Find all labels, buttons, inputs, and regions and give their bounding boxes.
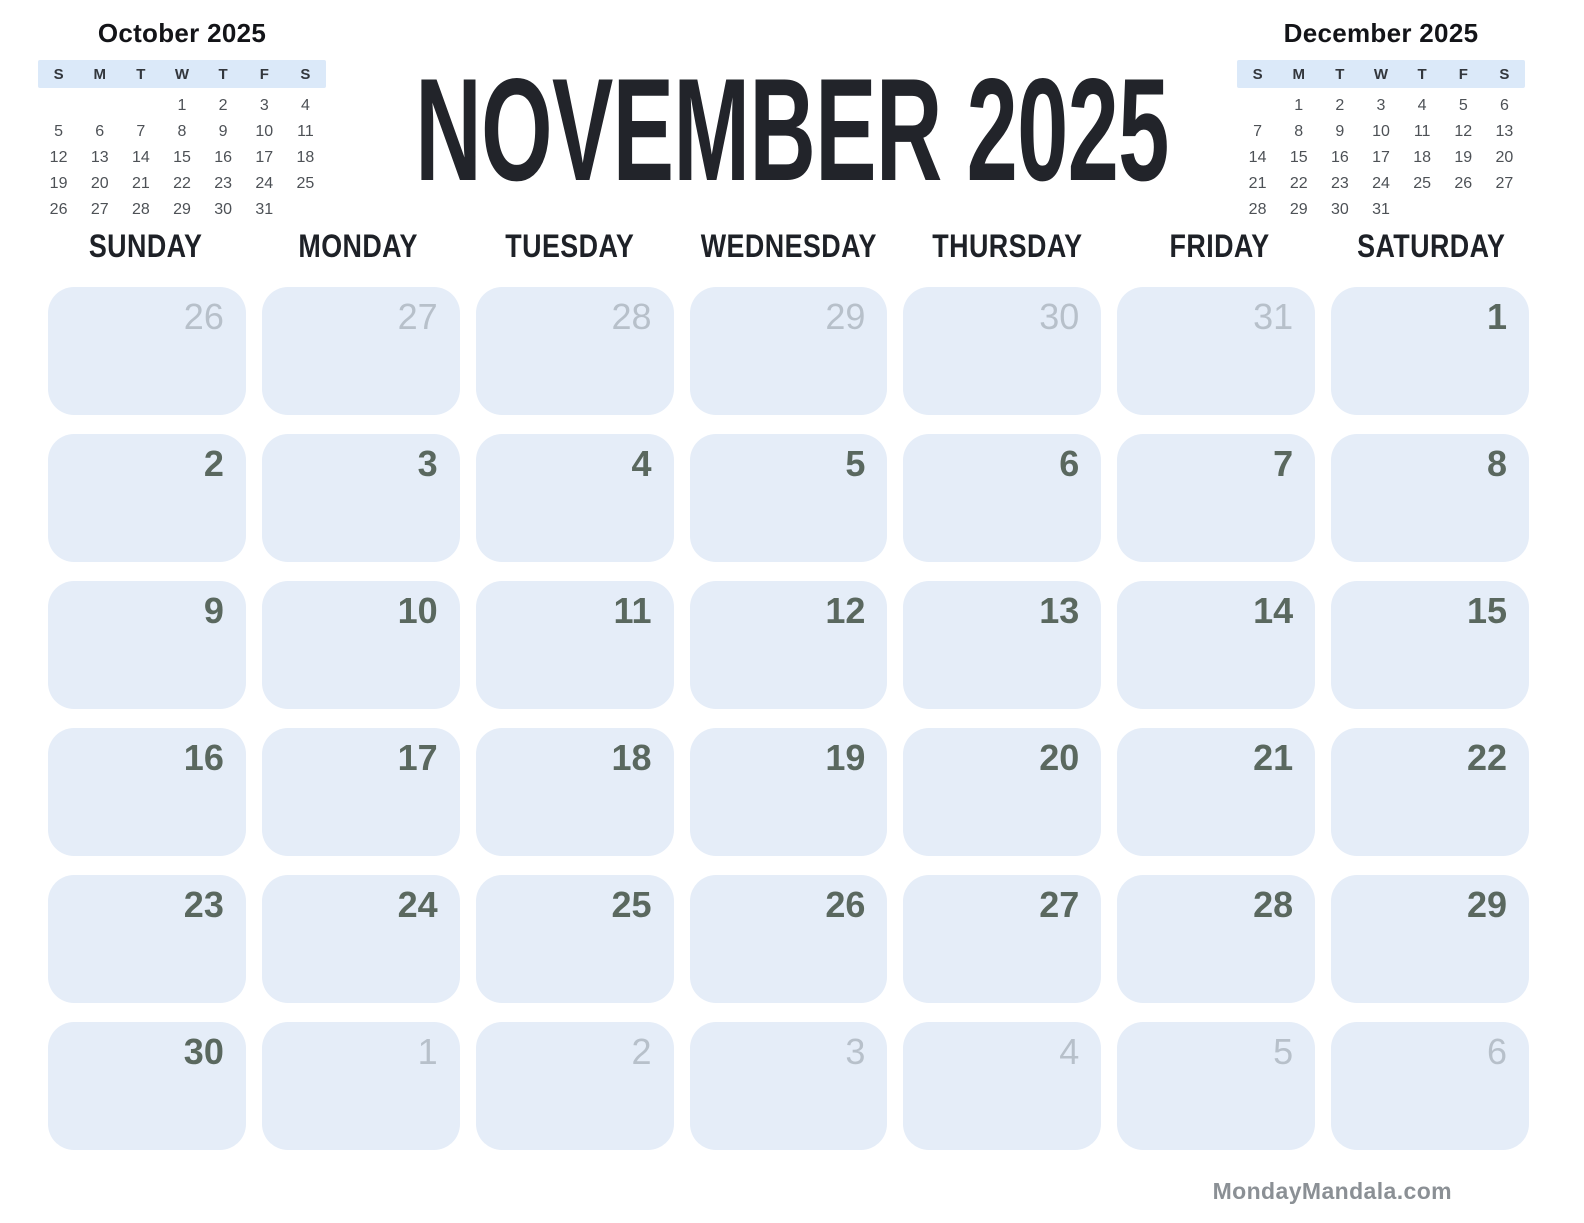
day-cell (1117, 434, 1315, 562)
mini-day-letter: M (1292, 65, 1305, 83)
day-cell (476, 581, 674, 709)
weekday-header (909, 228, 1105, 265)
day-cell (48, 287, 246, 415)
day-number: 30 (183, 1031, 224, 1072)
mini-day-number: 9 (218, 123, 228, 140)
mini-day-letter: W (174, 65, 190, 83)
mini-day-number: 30 (1330, 201, 1349, 218)
mini-day-letter: M (93, 65, 106, 83)
day-cell (903, 875, 1101, 1003)
day-number: 25 (611, 884, 652, 925)
mini-day-letter: F (259, 65, 269, 83)
mini-day-number: 8 (177, 123, 187, 140)
day-cell (262, 434, 460, 562)
day-number: 29 (1466, 884, 1507, 925)
day-number: 8 (1486, 443, 1507, 484)
mini-day-letter: T (218, 65, 228, 83)
mini-day-number: 23 (214, 175, 233, 192)
day-number: 19 (825, 737, 866, 778)
mini-day-number: 20 (1495, 149, 1514, 166)
weekday-header (1121, 228, 1317, 265)
mini-day-number: 2 (1335, 97, 1345, 114)
day-number: 12 (825, 590, 866, 631)
mini-day-number: 7 (1253, 123, 1263, 140)
day-cell (48, 581, 246, 709)
weekday-header-label: TUESDAY (505, 228, 635, 264)
day-cell (690, 1022, 888, 1150)
day-cell (1117, 581, 1315, 709)
day-number: 2 (631, 1031, 652, 1072)
day-cell (1331, 728, 1529, 856)
day-cell (1117, 875, 1315, 1003)
mini-day-number: 21 (131, 175, 150, 192)
mini-day-letter: S (1499, 65, 1510, 83)
day-cell (262, 728, 460, 856)
day-number: 6 (1059, 443, 1080, 484)
day-cell (48, 1022, 246, 1150)
mini-day-number: 28 (1248, 201, 1267, 218)
mini-day-number: 12 (1454, 123, 1473, 140)
site-credit: MondayMandala.com (1212, 1178, 1452, 1204)
mini-day-number: 17 (1372, 149, 1390, 166)
weekday-header-label: SATURDAY (1356, 228, 1506, 264)
mini-day-number: 24 (1372, 175, 1390, 192)
month-grid (48, 287, 1529, 1150)
day-cell (690, 728, 888, 856)
day-cell (1331, 287, 1529, 415)
mini-day-number: 11 (297, 123, 314, 140)
mini-day-number: 29 (173, 201, 191, 218)
mini-day-letter: F (1458, 65, 1468, 83)
day-cell (1331, 875, 1529, 1003)
mini-calendar-title: October 2025 (97, 18, 267, 48)
day-cell (262, 1022, 460, 1150)
mini-day-number: 1 (1294, 97, 1304, 114)
mini-day-letter: S (300, 65, 311, 83)
mini-day-number: 15 (173, 149, 191, 166)
mini-day-empty (1237, 93, 1278, 119)
mini-day-number: 20 (90, 175, 109, 192)
day-number: 21 (1253, 737, 1294, 778)
day-number: 29 (825, 296, 866, 337)
day-number: 3 (845, 1031, 866, 1072)
mini-day-letter: S (53, 65, 64, 83)
page-title-text: NOVEMBER 2025 (415, 48, 1169, 211)
weekday-header-label: WEDNESDAY (700, 228, 877, 264)
mini-day-number: 13 (1495, 123, 1514, 140)
weekday-header-label: SUNDAY (89, 228, 203, 264)
day-cell (48, 434, 246, 562)
weekday-header (472, 228, 668, 265)
day-number: 2 (203, 443, 224, 484)
day-number: 15 (1466, 590, 1507, 631)
mini-calendar-december (1237, 12, 1525, 223)
mini-day-number: 19 (1454, 149, 1473, 166)
day-cell (690, 434, 888, 562)
mini-day-number: 16 (214, 149, 233, 166)
mini-day-number: 27 (1495, 175, 1514, 192)
mini-day-number: 7 (136, 123, 146, 140)
mini-day-number: 18 (1413, 149, 1432, 166)
day-number: 14 (1253, 590, 1294, 631)
mini-day-letter: W (1373, 65, 1389, 83)
day-cell (1117, 728, 1315, 856)
day-cell (262, 875, 460, 1003)
day-number: 10 (397, 590, 438, 631)
day-number: 1 (1486, 296, 1507, 337)
day-cell (1331, 581, 1529, 709)
weekday-header (260, 228, 456, 265)
mini-day-number: 5 (54, 123, 64, 140)
mini-day-number: 14 (131, 149, 150, 166)
day-cell (903, 287, 1101, 415)
day-number: 28 (1253, 884, 1294, 925)
day-number: 27 (1039, 884, 1080, 925)
day-number: 27 (397, 296, 438, 337)
mini-day-number: 12 (49, 149, 68, 166)
day-number: 4 (1059, 1031, 1080, 1072)
mini-day-number: 6 (95, 123, 105, 140)
day-number: 22 (1466, 737, 1507, 778)
mini-day-empty (1484, 197, 1525, 223)
day-cell (903, 581, 1101, 709)
mini-day-number: 22 (173, 175, 191, 192)
mini-day-number: 28 (131, 201, 150, 218)
mini-day-letter: T (136, 65, 146, 83)
mini-day-number: 8 (1294, 123, 1304, 140)
day-cell (476, 287, 674, 415)
weekday-header-label: FRIDAY (1169, 228, 1270, 264)
day-cell (690, 287, 888, 415)
mini-day-letter: S (1252, 65, 1263, 83)
weekday-header (48, 228, 244, 265)
day-number: 26 (183, 296, 224, 337)
day-cell (48, 728, 246, 856)
day-number: 30 (1039, 296, 1080, 337)
day-number: 11 (613, 590, 652, 631)
day-number: 23 (183, 884, 224, 925)
mini-day-number: 25 (296, 175, 315, 192)
mini-weekday-row (1237, 60, 1525, 88)
day-number: 28 (611, 296, 652, 337)
weekday-header-label: THURSDAY (932, 228, 1083, 264)
weekday-header-row (48, 228, 1529, 265)
day-number: 9 (203, 590, 224, 631)
mini-day-number: 11 (1413, 123, 1431, 140)
day-cell (1331, 1022, 1529, 1150)
mini-day-number: 26 (1454, 175, 1473, 192)
day-cell (262, 581, 460, 709)
mini-day-number: 3 (1376, 97, 1386, 114)
mini-day-letter: T (1417, 65, 1427, 83)
mini-day-number: 25 (1413, 175, 1432, 192)
mini-day-number: 26 (49, 201, 68, 218)
mini-day-number: 1 (177, 97, 187, 114)
mini-day-number: 21 (1248, 175, 1267, 192)
day-number: 3 (417, 443, 438, 484)
day-cell (476, 875, 674, 1003)
day-cell (1331, 434, 1529, 562)
mini-day-letter: T (1335, 65, 1345, 83)
day-number: 20 (1039, 737, 1080, 778)
mini-day-number: 2 (218, 97, 228, 114)
day-number: 13 (1039, 590, 1080, 631)
mini-day-number: 10 (1372, 123, 1390, 140)
day-number: 24 (397, 884, 438, 925)
mini-day-number: 4 (300, 97, 310, 114)
day-cell (262, 287, 460, 415)
day-cell (903, 728, 1101, 856)
mini-day-number: 9 (1335, 123, 1345, 140)
day-number: 17 (397, 737, 438, 778)
mini-day-number: 30 (214, 201, 233, 218)
mini-day-grid (1237, 88, 1525, 223)
day-number: 1 (417, 1031, 438, 1072)
day-cell (903, 434, 1101, 562)
day-number: 18 (611, 737, 652, 778)
weekday-header-label: MONDAY (298, 228, 418, 264)
mini-day-number: 6 (1499, 97, 1509, 114)
mini-day-empty (1443, 197, 1484, 223)
day-cell (476, 434, 674, 562)
day-number: 5 (845, 443, 866, 484)
mini-day-number: 3 (259, 97, 269, 114)
mini-day-number: 13 (90, 149, 109, 166)
day-cell (690, 875, 888, 1003)
mini-day-number: 4 (1417, 97, 1427, 114)
mini-day-number: 22 (1289, 175, 1308, 192)
day-number: 6 (1486, 1031, 1507, 1072)
mini-day-number: 29 (1289, 201, 1308, 218)
day-cell (1117, 1022, 1315, 1150)
mini-day-number: 23 (1330, 175, 1349, 192)
mini-day-number: 24 (255, 175, 274, 192)
day-number: 7 (1273, 443, 1294, 484)
day-number: 16 (183, 737, 224, 778)
weekday-header (684, 228, 894, 265)
day-number: 26 (825, 884, 866, 925)
mini-day-number: 31 (255, 201, 274, 218)
day-cell (690, 581, 888, 709)
mini-day-number: 19 (49, 175, 68, 192)
day-number: 5 (1273, 1031, 1294, 1072)
day-cell (48, 875, 246, 1003)
mini-calendar-title: December 2025 (1283, 18, 1479, 48)
mini-day-empty (1402, 197, 1443, 223)
weekday-header (1333, 228, 1529, 265)
day-cell (476, 1022, 674, 1150)
day-number: 31 (1253, 296, 1294, 337)
mini-day-number: 15 (1289, 149, 1308, 166)
day-cell (476, 728, 674, 856)
day-cell (1117, 287, 1315, 415)
mini-day-number: 17 (255, 149, 274, 166)
mini-day-number: 5 (1458, 97, 1468, 114)
day-number: 4 (631, 443, 652, 484)
mini-day-number: 10 (255, 123, 274, 140)
day-cell (903, 1022, 1101, 1150)
mini-day-number: 31 (1372, 201, 1390, 218)
mini-day-number: 16 (1330, 149, 1349, 166)
mini-day-number: 14 (1248, 149, 1267, 166)
mini-day-number: 18 (296, 149, 315, 166)
mini-day-number: 27 (90, 201, 109, 218)
